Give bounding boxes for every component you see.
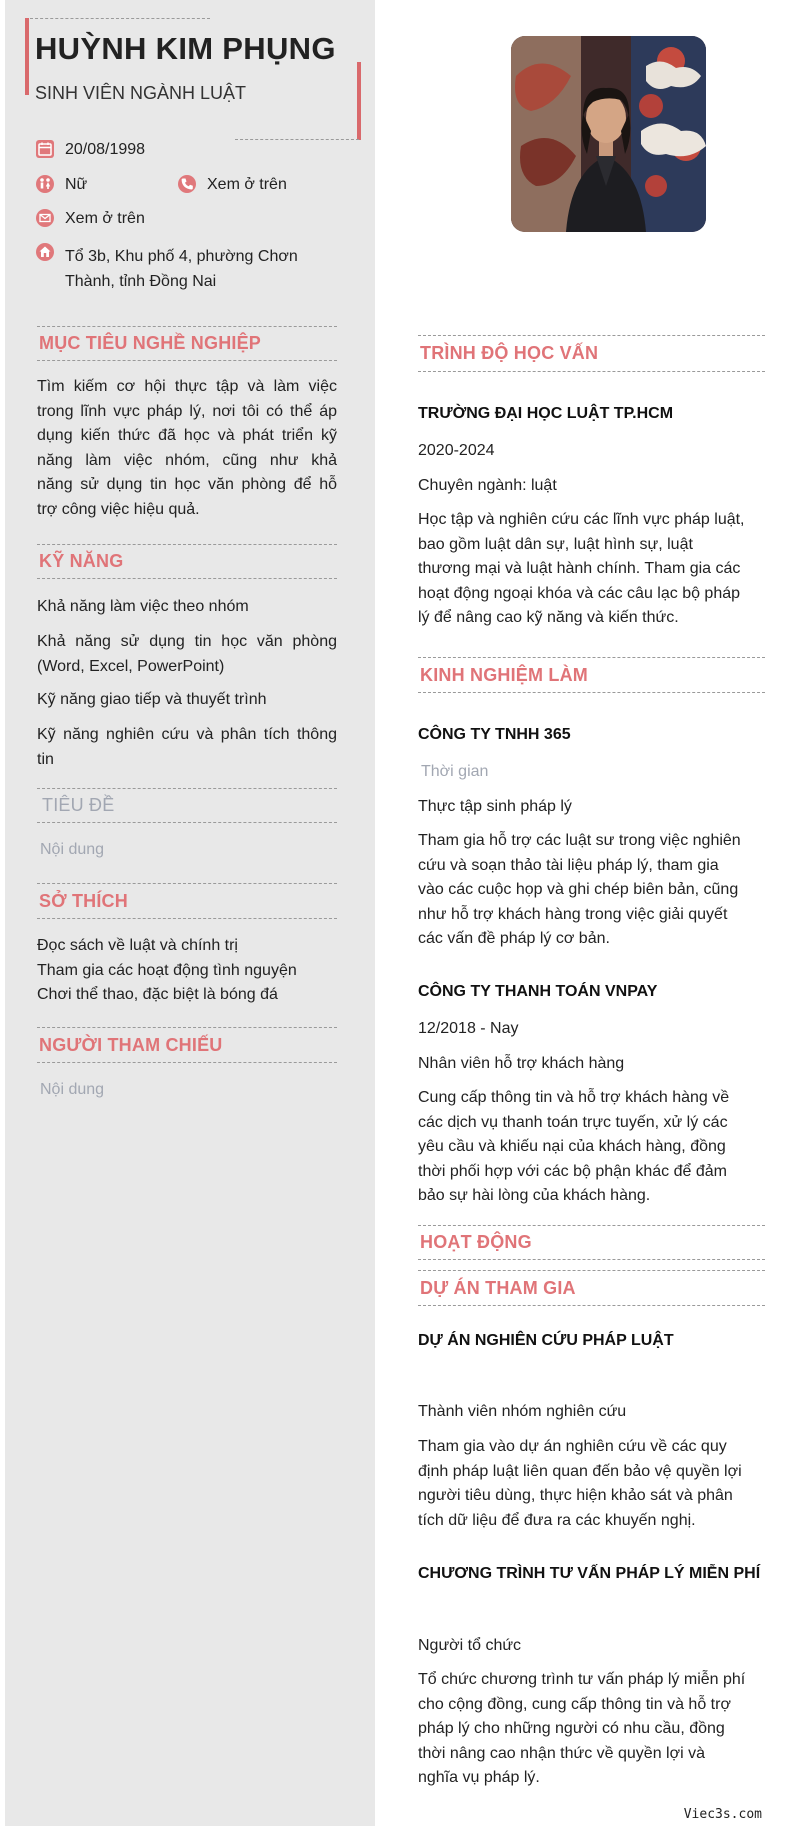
candidate-title: SINH VIÊN NGÀNH LUẬT: [35, 83, 247, 103]
objective-title: MỤC TIÊU NGHỀ NGHIỆP: [39, 333, 262, 353]
custom-section-title: TIÊU ĐỀ: [42, 795, 115, 815]
section-divider: [37, 326, 337, 327]
projects-title: DỰ ÁN THAM GIA: [420, 1278, 576, 1298]
hobby-item: Tham gia các hoạt động tình nguyện: [37, 961, 297, 979]
section-divider: [37, 360, 337, 361]
section-divider: [418, 692, 765, 693]
objective-line: dụng kiến thức đã học và phát triển kỹ: [37, 427, 337, 444]
job-description-line: các dịch vụ thanh toán trực tuyến, xử lý các: [418, 1113, 728, 1131]
job-description-line: cứu và soạn thảo tài liệu pháp lý, tham gia: [418, 856, 719, 874]
project-role: Người tổ chức: [418, 1637, 522, 1654]
email[interactable]: Xem ở trên: [65, 210, 145, 227]
home-icon: [36, 243, 54, 261]
job-description-line: như hỗ trợ khách hàng trong việc giải quyết: [418, 905, 728, 923]
job-role: Nhân viên hỗ trợ khách hàng: [418, 1055, 625, 1072]
project-name: CHƯƠNG TRÌNH TƯ VẤN PHÁP LÝ MIỄN PHÍ: [418, 1565, 761, 1582]
job-description-line: thời phối hợp với các bộ phận khác để đảm: [418, 1162, 727, 1180]
job-period: Thời gian: [421, 763, 489, 780]
header-bottom-divider: [235, 139, 359, 140]
address-line-2: Thành, tỉnh Đồng Nai: [65, 273, 217, 290]
section-divider: [418, 1270, 765, 1271]
project-description: [418, 1668, 768, 1791]
project-description-line: người tiêu dùng, thực hiện khảo sát và phân: [418, 1487, 733, 1504]
skill-item: [37, 723, 337, 772]
candidate-name: HUỲNH KIM PHỤNG: [35, 31, 336, 66]
project-description-line: cho cộng đồng, cung cấp thông tin và hỗ trợ: [418, 1695, 731, 1713]
section-divider: [418, 371, 765, 372]
hobby-item: Đọc sách về luật và chính trị: [37, 937, 238, 954]
job-company: CÔNG TY TNHH 365: [418, 726, 571, 743]
skill-item-line: Kỹ năng nghiên cứu và phân tích thông: [37, 726, 337, 743]
education-description-line: thương mại và luật hành chính. Tham gia các: [418, 560, 741, 577]
calendar-icon: [36, 140, 54, 158]
job-company: CÔNG TY THANH TOÁN VNPAY: [418, 983, 658, 1000]
skill-item-line: tin: [37, 750, 54, 768]
section-divider: [37, 822, 337, 823]
project-description-line: nghĩa vụ pháp lý.: [418, 1769, 540, 1786]
section-divider: [37, 1027, 337, 1028]
address-line-1: Tổ 3b, Khu phố 4, phường Chơn: [65, 248, 298, 265]
address: [65, 244, 298, 294]
objective-line: năng làm việc nhóm, cũng như khả: [37, 451, 337, 469]
custom-section-content: Nội dung: [40, 841, 105, 858]
job-description-line: vào các cuộc họp và ghi chép biên bản, cũng: [418, 881, 739, 898]
profile-photo: [511, 36, 706, 232]
project-name: DỰ ÁN NGHIÊN CỨU PHÁP LUẬT: [418, 1332, 674, 1349]
phone[interactable]: Xem ở trên: [207, 176, 287, 193]
header-accent-bar-left: [25, 18, 29, 95]
skill-item-line: (Word, Excel, PowerPoint): [37, 657, 225, 675]
project-description-line: pháp lý cho những người có nhu cầu, đồng: [418, 1720, 725, 1737]
section-divider: [37, 1062, 337, 1063]
education-description: [418, 508, 768, 631]
section-divider: [37, 578, 337, 579]
hobbies-title: SỞ THÍCH: [39, 891, 128, 911]
section-divider: [37, 544, 337, 545]
section-divider: [37, 788, 337, 789]
experience-title: KINH NGHIỆM LÀM: [420, 665, 588, 685]
skill-item: Khả năng làm việc theo nhóm: [37, 598, 249, 615]
project-description-line: Tổ chức chương trình tư vấn pháp lý miễn phí: [418, 1671, 746, 1688]
job-role: Thực tập sinh pháp lý: [418, 798, 572, 815]
header-top-divider: [30, 18, 210, 19]
job-description-line: Cung cấp thông tin và hỗ trợ khách hàng về: [418, 1089, 730, 1106]
hobbies-list: [37, 934, 297, 1008]
skill-item: [37, 630, 337, 679]
header-accent-bar-right: [357, 62, 361, 140]
section-divider: [418, 1305, 765, 1306]
section-divider: [418, 1225, 765, 1226]
references-content: Nội dung: [40, 1081, 105, 1098]
birthday: 20/08/1998: [65, 141, 146, 158]
project-description: [418, 1435, 768, 1533]
project-description-line: Tham gia vào dự án nghiên cứu về các quy: [418, 1438, 727, 1455]
education-description-line: hoạt động ngoại khóa và các câu lạc bộ pháp: [418, 584, 741, 602]
section-divider: [418, 657, 765, 658]
section-divider: [37, 918, 337, 919]
section-divider: [37, 883, 337, 884]
project-description-line: tích dữ liệu để đưa ra các khuyến nghị.: [418, 1511, 696, 1529]
skill-item: Kỹ năng giao tiếp và thuyết trình: [37, 691, 267, 708]
gender: Nữ: [65, 176, 88, 193]
activities-title: HOẠT ĐỘNG: [420, 1232, 532, 1252]
watermark: Viec3s.com: [683, 1807, 762, 1822]
job-description-line: bảo sự hài lòng của khách hàng.: [418, 1187, 651, 1204]
objective-line: trong lĩnh vực pháp lý, nơi tôi có thể áp: [37, 402, 337, 420]
education-description-line: lý để nâng cao kỹ năng và kiến thức.: [418, 609, 679, 626]
section-divider: [418, 335, 765, 336]
objective-line: năng sử dụng tin học văn phòng để hỗ: [37, 476, 337, 493]
education-description-line: Học tập và nghiên cứu các lĩnh vực pháp luật,: [418, 511, 745, 528]
job-period: 12/2018 - Nay: [418, 1020, 519, 1037]
phone-icon: [178, 175, 196, 193]
objective-text: [37, 375, 337, 522]
hobby-item: Chơi thể thao, đặc biệt là bóng đá: [37, 986, 278, 1003]
objective-line: trợ công việc hiệu quả.: [37, 500, 200, 518]
education-major: Chuyên ngành: luật: [418, 477, 557, 494]
references-title: NGƯỜI THAM CHIẾU: [39, 1035, 223, 1055]
school-name: TRƯỜNG ĐẠI HỌC LUẬT TP.HCM: [418, 405, 674, 422]
education-description-line: bao gồm luật dân sự, luật hình sự, luật: [418, 535, 693, 553]
skill-item-line: Khả năng sử dụng tin học văn phòng: [37, 633, 337, 650]
project-role: Thành viên nhóm nghiên cứu: [418, 1403, 627, 1420]
job-description-line: các vấn đề pháp lý cơ bản.: [418, 930, 610, 947]
job-description-line: yêu cầu và khiếu nại của khách hàng, đồng: [418, 1138, 726, 1155]
section-divider: [418, 1259, 765, 1260]
education-period: 2020-2024: [418, 442, 495, 459]
skills-title: KỸ NĂNG: [39, 551, 124, 571]
objective-line: Tìm kiếm cơ hội thực tập và làm việc: [37, 378, 337, 395]
project-description-line: thời nâng cao nhận thức về quyền lợi và: [418, 1744, 705, 1762]
email-icon: [36, 209, 54, 227]
job-description: [418, 829, 768, 952]
education-title: TRÌNH ĐỘ HỌC VẤN: [420, 343, 599, 363]
gender-icon: [36, 175, 54, 193]
job-description-line: Tham gia hỗ trợ các luật sư trong việc nghiên: [418, 832, 741, 849]
job-description: [418, 1086, 768, 1209]
project-description-line: định pháp luật liên quan đến bảo vệ quyền lợi: [418, 1462, 742, 1480]
